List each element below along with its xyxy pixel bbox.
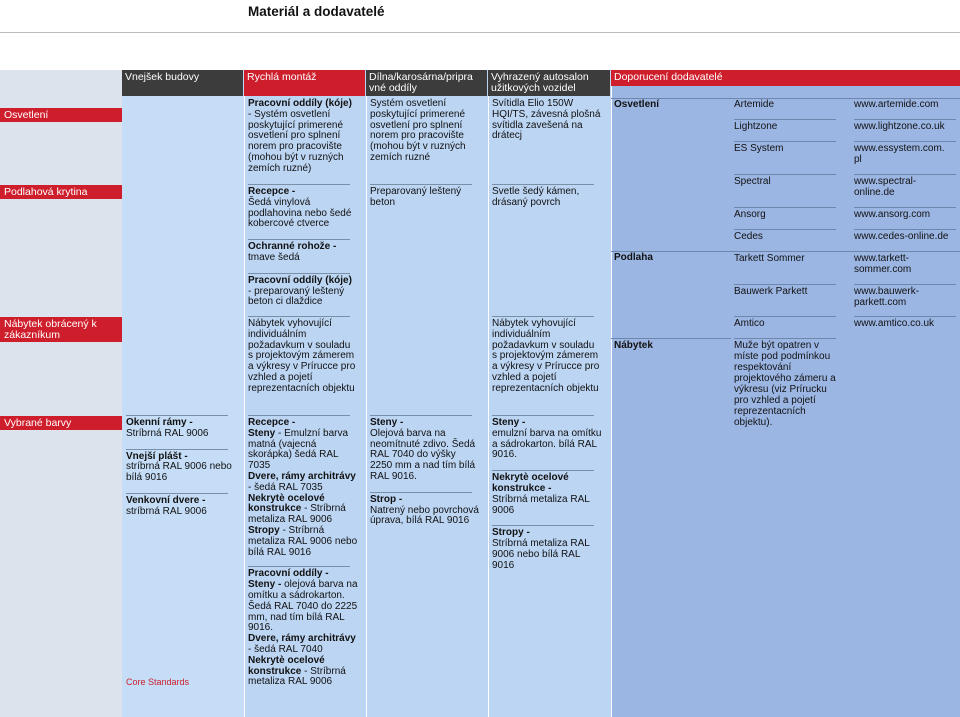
supplier-name: Lightzone [734,121,778,132]
divider [248,184,350,185]
divider [370,184,472,185]
column-separator [611,70,612,717]
flooring-qa-text: Šedá vinylová podlahovina nebo šedé kobercové ctverce [248,196,352,230]
divider [492,316,594,317]
row-label-colors: Vybrané barvy [0,416,122,430]
flooring-booths-text: - preparovaný leštený beton ci dlaždice [248,285,345,308]
colors-cladding-heading: Vnejší plášt - [126,450,188,462]
colors-exterior [126,415,236,518]
divider [492,470,594,471]
supplier-name: Artemide [734,99,775,110]
colors-reception-doors: Dvere, rámy architrávy - šedá RAL 7035 [248,470,356,493]
divider [248,273,350,274]
supplier-url[interactable]: www.tarkett-sommer.com [854,253,912,275]
colors-sr-walls-heading: Steny - [492,417,526,428]
colors-reception-heading: Recepce - [248,417,296,428]
row-label-furniture: Nábytek obrácený k zákazníkum [0,317,122,342]
colors-ws-ceiling-heading: Strop - [370,493,403,505]
colors-sr-ceiling-heading: Stropy - [492,527,530,539]
colors-reception-walls: Steny - Emulzní barva matná (vajecná skorápka) šedá RAL 7035 [248,427,349,472]
colors-ws-walls-heading: Steny - [370,417,404,428]
colors-booths-walls: Steny - olejová barva na omítku a sádrokarton. Šedá RAL 7040 do 2225 mm, nad tím bílá RAL 9016. [248,579,358,634]
lighting-sr-text: Svítidla Elio 150W HQI/TS, závesná plošná svítidla zavešená na drátecj [492,98,601,142]
page-title: Materiál a dodavatelé [248,4,385,19]
amtico-note: Muže být opatren v míste pod podmínkou respektování projektového zámeru a výkresu (viz Prírucku pro vzhled a pojetí reprezentacních objektu). [734,340,836,428]
supplier-url[interactable]: www.cedes-online.de [854,231,949,242]
flooring-quick-assembly [248,184,358,308]
supplier-url[interactable]: www.amtico.co.uk [854,318,935,329]
colors-cladding-text: stríbrná RAL 9006 nebo bílá 9016 [126,461,232,484]
flooring-booths-heading: Pracovní oddíly (kóje) [248,274,352,286]
supplier-divider [734,229,836,230]
lighting-quick-assembly [248,99,358,175]
header-workshop: Dílna/karosárna/pripra vné oddíly [366,70,487,96]
furniture-sr-text: Nábytek vyhovující individuálním požadavkum v souladu s projektovým zámerem a výkresy v Prírucce pro vzhled a pojetí reprezentacních objektu [492,318,600,394]
supplier-category-flooring: Podlaha [614,252,653,263]
colors-window-frames-text: Stríbrná RAL 9006 [126,427,209,439]
colors-booths-heading: Pracovní oddíly - [248,568,329,580]
colors-ws-ceiling-text: Natrený nebo povrchová úprava, bílá RAL 9016 [370,504,479,527]
header-quick-assembly: Rychlá montáž [244,70,365,96]
supplier-divider [854,284,956,285]
title-divider [0,32,960,33]
lighting-showroom [492,99,602,142]
colors-booths-steel: Nekrytè ocelové konstrukce - Stríbrná metaliza RAL 9006 [248,654,346,688]
flooring-mats-heading: Ochranné rohože - [248,241,337,253]
header-recommended-suppliers: Doporucení dodavatelé [611,70,960,86]
supplier-divider [734,207,836,208]
divider [492,415,594,416]
divider [370,415,472,416]
core-standards-label: Core Standards [126,677,190,687]
divider [126,493,228,494]
supplier-name: Tarkett Sommer [734,253,805,264]
supplier-url[interactable]: www.essystem.com. pl [854,143,945,165]
supplier-divider [611,338,731,339]
exterior-column-bg [122,70,244,717]
divider [492,184,594,185]
colors-quick-assembly [248,415,358,688]
supplier-url[interactable]: www.lightzone.co.uk [854,121,945,132]
supplier-divider [734,284,836,285]
colors-sr-steel-text: Stríbrná metaliza RAL 9006 [492,493,590,516]
supplier-name: Bauwerk Parkett [734,286,808,297]
colors-doors-text: stríbrná RAL 9006 [126,505,207,517]
colors-booths-doors: Dvere, rámy architrávy - šedá RAL 7040 [248,633,356,655]
supplier-divider [854,141,956,142]
flooring-ws-text: Preparovaný leštený beton [370,186,462,208]
colors-sr-walls-text: emulzní barva na omítku a sádrokarton. bílá RAL 9016. [492,427,602,461]
supplier-url[interactable]: www.ansorg.com [854,209,931,220]
supplier-name: ES System [734,143,784,154]
column-separator [488,70,489,717]
supplier-url[interactable]: www.spectral-online.de [854,176,917,198]
furniture-showroom [492,316,602,395]
supplier-divider [611,251,960,252]
flooring-showroom [492,184,602,209]
supplier-url[interactable]: www.bauwerk-parkett.com [854,286,920,308]
supplier-divider [854,174,956,175]
header-exterior: Vnejšek budovy [122,70,243,96]
flooring-sr-text: Svetle šedý kámen, drásaný povrch [492,186,580,208]
colors-ws-walls-text: Olejová barva na neomítnuté zdivo. Šedá RAL 7040 do výšky 2250 mm a nad tím bílá RAL 9016. [370,427,476,482]
divider [126,415,228,416]
label-column-bg [0,70,122,717]
column-separator [366,70,367,717]
colors-doors-heading: Venkovní dvere - [126,494,206,506]
supplier-divider [734,338,836,339]
colors-reception-ceilings: Stropy - Stríbrná metaliza RAL 9006 nebo bílá RAL 9016 [248,524,358,558]
flooring-workshop [370,184,480,209]
supplier-name: Amtico [734,318,765,329]
furniture-quick-assembly [248,316,358,395]
colors-workshop [370,415,480,527]
colors-window-frames-heading: Okenní rámy - [126,417,193,428]
divider [248,316,350,317]
row-label-flooring: Podlahová krytina [0,185,122,199]
colors-reception-steel: Nekrytè ocelové konstrukce - Stríbrná metaliza RAL 9006 [248,492,346,526]
supplier-divider [734,174,836,175]
supplier-name: Cedes [734,231,763,242]
furniture-qa-text: Nábytek vyhovující individuálním požadavkum v souladu s projektovým zámerem a výkresy v Prírucce pro vzhled a pojetí reprezentacních objektu [248,318,356,394]
supplier-category-lighting: Osvetlení [614,99,660,110]
supplier-divider [854,316,956,317]
row-label-lighting: Osvetlení [0,108,122,122]
lighting-ws-text: Systém osvetlení poskytující primerené osvetlení pro splnení norem pro pracovište (mohou být v ruzných zemích ruzné [370,98,466,163]
colors-sr-ceiling-text: Stríbrná metaliza RAL 9006 nebo bílá RAL 9016 [492,538,590,571]
supplier-divider [854,207,956,208]
supplier-divider [854,229,956,230]
lighting-workshop [370,99,482,164]
column-separator [244,70,245,717]
flooring-mats-text: tmave šedá [248,251,300,263]
supplier-category-furniture: Nábytek [614,340,653,351]
colors-sr-steel-heading: Nekrytè ocelové konstrukce - [492,472,569,494]
header-showroom: Vyhrazený autosalon užitkových vozidel [488,70,610,96]
divider [248,239,350,240]
supplier-name: Spectral [734,176,771,187]
supplier-divider [854,119,956,120]
divider [370,492,472,493]
colors-showroom [492,415,602,572]
supplier-divider [734,141,836,142]
flooring-qa-heading: Recepce - [248,186,296,197]
divider [248,415,350,416]
lighting-qa-text: - Systém osvetlení poskytující primerené osvetlení pro splnení norem pro pracovište (mohou být v ruzných zemích ruzné) [248,108,344,174]
supplier-name: Ansorg [734,209,766,220]
supplier-divider [734,119,836,120]
supplier-url[interactable]: www.artemide.com [854,99,939,110]
lighting-qa-heading: Pracovní oddíly (kóje) [248,98,352,109]
divider [126,449,228,450]
supplier-divider [734,316,836,317]
divider [248,566,350,567]
divider [492,525,594,526]
